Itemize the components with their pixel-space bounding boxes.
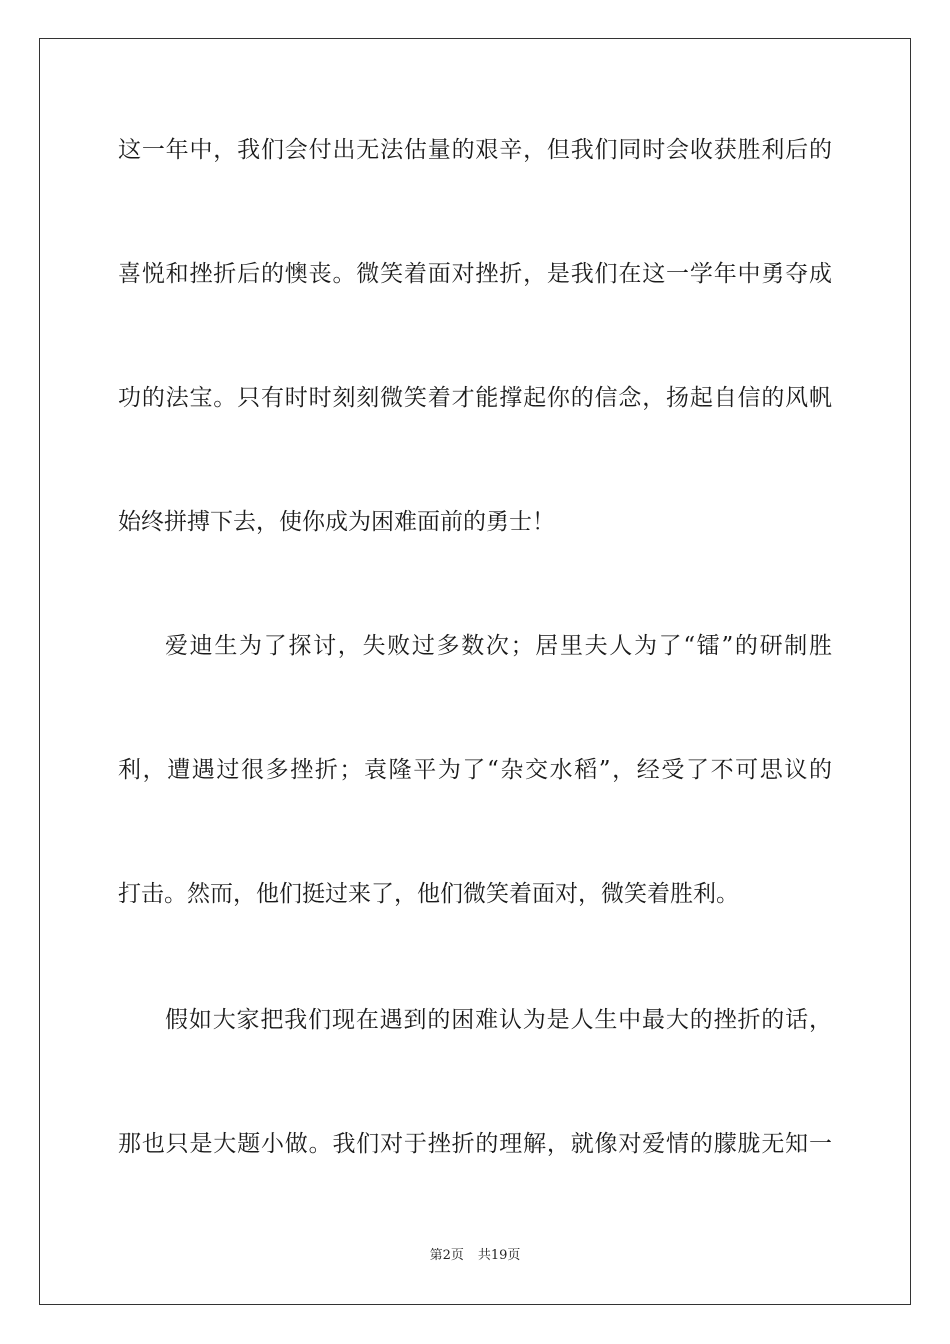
paragraph-line: 利，遭遇过很多挫折；袁隆平为了“杂交水稻”，经受了不可思议的 [118,757,832,783]
paragraph-line: 功的法宝。只有时时刻刻微笑着才能撑起你的信念，扬起自信的风帆 [118,385,832,411]
paragraph-line: 这一年中，我们会付出无法估量的艰辛，但我们同时会收获胜利后的 [118,137,832,163]
page-total: 共19页 [477,1248,521,1263]
paragraph-line: 始终拼搏下去，使你成为困难面前的勇士！ [118,509,555,535]
paragraph-line: 假如大家把我们现在遇到的困难认为是人生中最大的挫折的话， [165,1007,832,1033]
page-number: 第2页 [429,1248,464,1263]
page-footer [0,1246,950,1266]
paragraph-line: 那也只是大题小做。我们对于挫折的理解，就像对爱情的朦胧无知一 [118,1131,832,1157]
paragraph-line: 打击。然而，他们挺过来了，他们微笑着面对，微笑着胜利。 [118,881,739,907]
paragraph-line: 爱迪生为了探讨，失败过多数次；居里夫人为了“镭”的研制胜 [165,633,832,659]
paragraph-line: 喜悦和挫折后的懊丧。微笑着面对挫折，是我们在这一学年中勇夺成 [118,261,832,287]
page-border [39,38,911,1305]
